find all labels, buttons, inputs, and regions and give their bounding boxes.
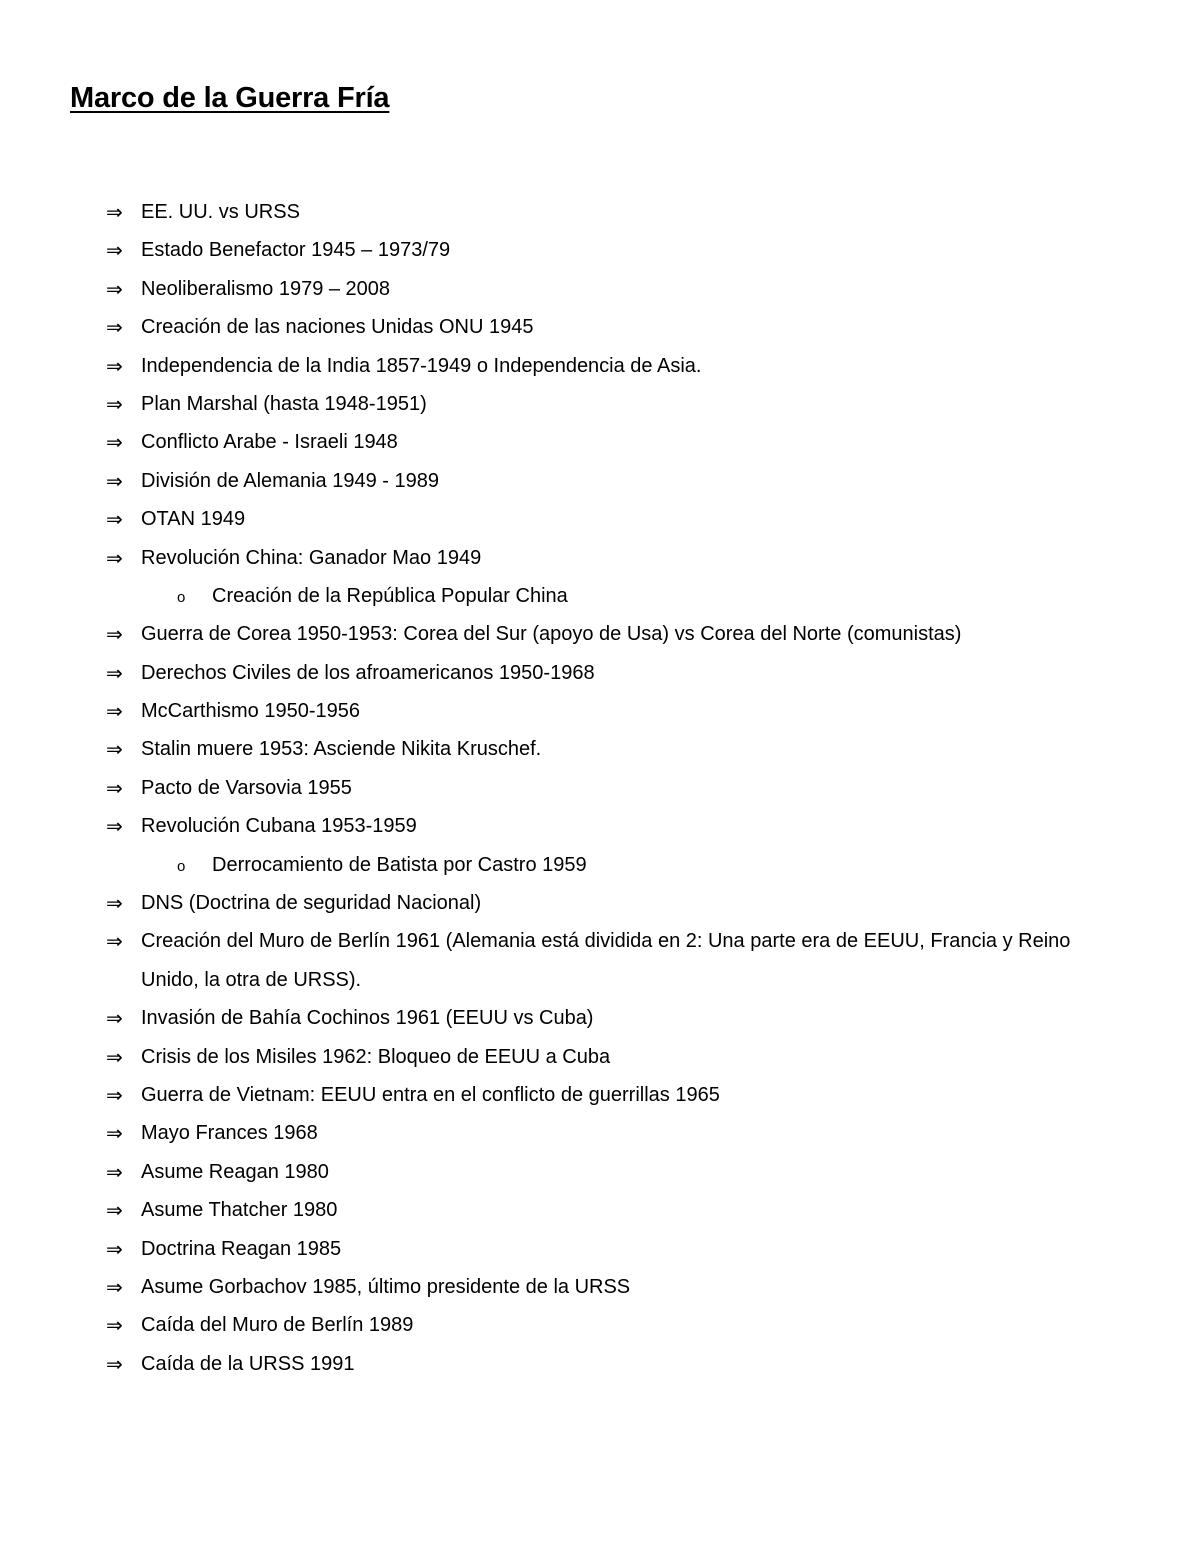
arrow-bullet-icon: ⇒ <box>106 929 123 954</box>
list-item <box>0 1153 1200 1191</box>
arrow-bullet-icon: ⇒ <box>106 276 123 301</box>
list-item <box>0 347 1200 385</box>
list-item-text: Revolución China: Ganador Mao 1949 <box>141 546 482 569</box>
circle-bullet-icon: o <box>177 588 186 606</box>
list-item-text: McCarthismo 1950-1956 <box>141 700 360 723</box>
arrow-bullet-icon: ⇒ <box>106 238 123 263</box>
sub-list-item <box>0 846 1200 884</box>
list-item <box>0 308 1200 346</box>
arrow-bullet-icon: ⇒ <box>106 1121 123 1146</box>
list-item-text: Conflicto Arabe - Israeli 1948 <box>141 431 398 454</box>
arrow-bullet-icon: ⇒ <box>106 1274 123 1299</box>
list-item-text: Derechos Civiles de los afroamericanos 1950-1968 <box>141 661 595 684</box>
arrow-bullet-icon: ⇒ <box>106 1044 123 1069</box>
list-item <box>0 615 1200 653</box>
list-item-text: División de Alemania 1949 - 1989 <box>141 469 439 492</box>
list-item-text: Asume Thatcher 1980 <box>141 1199 338 1222</box>
arrow-bullet-icon: ⇒ <box>106 775 123 800</box>
list-item <box>0 385 1200 423</box>
list-item-text: Independencia de la India 1857-1949 o Independencia de Asia. <box>141 354 702 377</box>
list-item <box>0 270 1200 308</box>
arrow-bullet-icon: ⇒ <box>106 468 123 493</box>
arrow-bullet-icon: ⇒ <box>106 391 123 416</box>
list-item-text: Neoliberalismo 1979 – 2008 <box>141 277 391 300</box>
arrow-bullet-icon: ⇒ <box>106 622 123 647</box>
arrow-bullet-icon: ⇒ <box>106 1198 123 1223</box>
list-item <box>0 922 1200 960</box>
list-item <box>0 1306 1200 1344</box>
arrow-bullet-icon: ⇒ <box>106 1351 123 1376</box>
arrow-bullet-icon: ⇒ <box>106 737 123 762</box>
list-item <box>0 1268 1200 1306</box>
list-item-text: DNS (Doctrina de seguridad Nacional) <box>141 892 482 915</box>
page-title: Marco de la Guerra Fría <box>70 82 390 114</box>
list-item-text: Caída de la URSS 1991 <box>141 1352 355 1375</box>
arrow-bullet-icon: ⇒ <box>106 814 123 839</box>
list-item <box>0 654 1200 692</box>
list-item-text: Creación del Muro de Berlín 1961 (Alemania está dividida en 2: Una parte era de EEUU, Francia y Reino <box>141 930 1071 953</box>
list-item-text: Doctrina Reagan 1985 <box>141 1237 342 1260</box>
list-item-text: Revolución Cubana 1953-1959 <box>141 815 417 838</box>
list-item-text: Stalin muere 1953: Asciende Nikita Kruschef. <box>141 738 542 761</box>
arrow-bullet-icon: ⇒ <box>106 1236 123 1261</box>
list-item <box>0 193 1200 231</box>
list-item <box>0 807 1200 845</box>
list-item <box>0 730 1200 768</box>
arrow-bullet-icon: ⇒ <box>106 699 123 724</box>
list-item-text: Derrocamiento de Batista por Castro 1959 <box>212 853 587 876</box>
sub-list-item <box>0 577 1200 615</box>
list-item <box>0 884 1200 922</box>
arrow-bullet-icon: ⇒ <box>106 1006 123 1031</box>
list-item <box>0 231 1200 269</box>
list-item-text: Asume Gorbachov 1985, último presidente de la URSS <box>141 1275 631 1298</box>
list-item-text: Creación de las naciones Unidas ONU 1945 <box>141 316 534 339</box>
list-item-text: Mayo Frances 1968 <box>141 1122 318 1145</box>
circle-bullet-icon: o <box>177 857 186 875</box>
arrow-bullet-icon: ⇒ <box>106 545 123 570</box>
list-item-text: Creación de la República Popular China <box>212 584 568 607</box>
list-item-text: Guerra de Vietnam: EEUU entra en el conflicto de guerrillas 1965 <box>141 1083 720 1106</box>
list-item-text: EE. UU. vs URSS <box>141 201 300 223</box>
list-item-text: Estado Benefactor 1945 – 1973/79 <box>141 239 451 262</box>
arrow-bullet-icon: ⇒ <box>106 353 123 378</box>
list-item <box>0 999 1200 1037</box>
arrow-bullet-icon: ⇒ <box>106 891 123 916</box>
list-item-text: Guerra de Corea 1950-1953: Corea del Sur (apoyo de Usa) vs Corea del Norte (comunistas) <box>141 623 962 646</box>
arrow-bullet-icon: ⇒ <box>106 315 123 340</box>
list-item <box>0 1191 1200 1229</box>
arrow-bullet-icon: ⇒ <box>106 430 123 455</box>
list-item-text: Pacto de Varsovia 1955 <box>141 776 352 799</box>
list-item <box>0 539 1200 577</box>
list-item <box>0 1114 1200 1152</box>
list-item-text: Unido, la otra de URSS). <box>141 968 362 991</box>
list-item-text: Asume Reagan 1980 <box>141 1160 329 1183</box>
timeline-list <box>0 193 1200 1383</box>
list-item-text: Crisis de los Misiles 1962: Bloqueo de EEUU a Cuba <box>141 1045 611 1068</box>
arrow-bullet-icon: ⇒ <box>106 1159 123 1184</box>
list-item <box>0 1345 1200 1383</box>
list-item <box>0 1230 1200 1268</box>
list-item <box>0 1076 1200 1114</box>
list-item <box>0 692 1200 730</box>
list-item-text: Plan Marshal (hasta 1948-1951) <box>141 392 427 415</box>
list-item-text: Invasión de Bahía Cochinos 1961 (EEUU vs Cuba) <box>141 1007 594 1030</box>
list-item <box>0 423 1200 461</box>
list-item <box>0 500 1200 538</box>
arrow-bullet-icon: ⇒ <box>106 660 123 685</box>
arrow-bullet-icon: ⇒ <box>106 507 123 532</box>
list-item <box>0 462 1200 500</box>
list-item-text: Caída del Muro de Berlín 1989 <box>141 1314 414 1337</box>
list-item <box>0 1038 1200 1076</box>
list-item <box>0 769 1200 807</box>
arrow-bullet-icon: ⇒ <box>106 1082 123 1107</box>
list-item-text: OTAN 1949 <box>141 508 246 531</box>
arrow-bullet-icon: ⇒ <box>106 1313 123 1338</box>
arrow-bullet-icon: ⇒ <box>106 200 123 224</box>
list-item-continuation <box>0 961 1200 999</box>
